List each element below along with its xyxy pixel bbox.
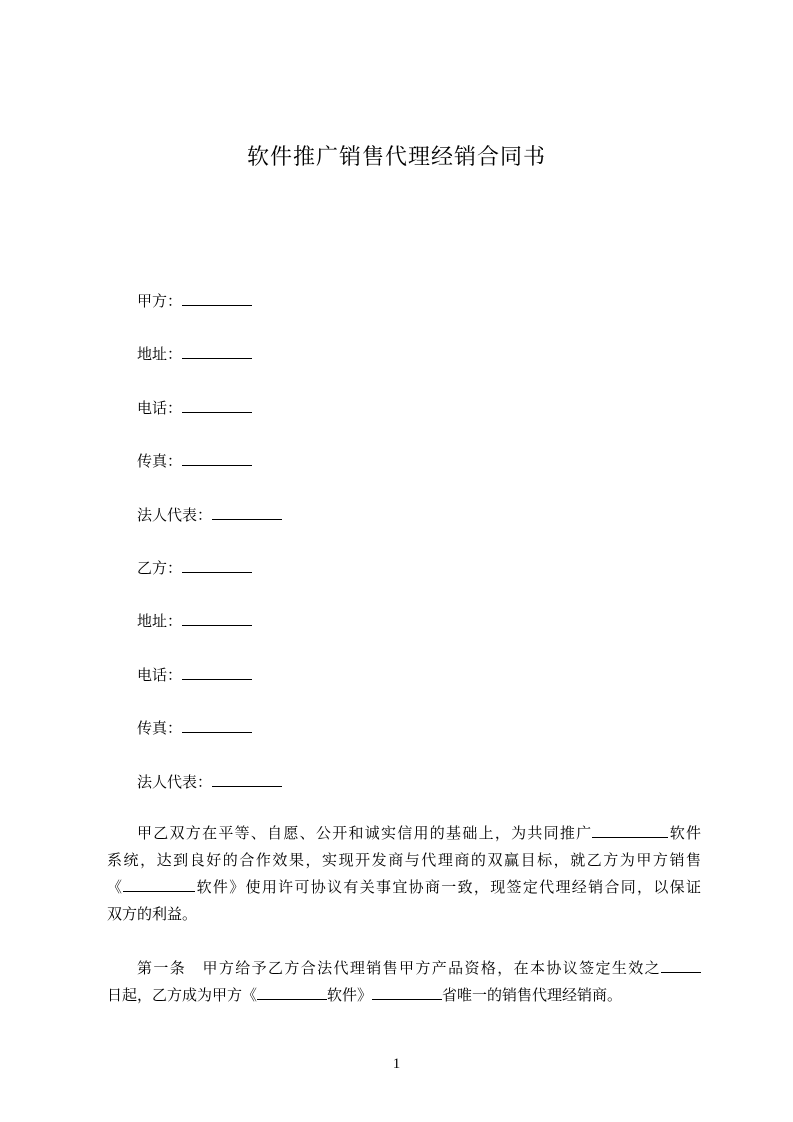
party-a-phone-field — [137, 398, 252, 418]
fill-in-blank — [182, 398, 252, 413]
field-label: 地址： — [137, 612, 183, 630]
field-label: 传真： — [137, 719, 183, 737]
paragraph-line: 系统，达到良好的合作效果，实现开发商与代理商的双赢目标，就乙方为甲方销售 — [107, 851, 701, 869]
field-label: 电话： — [137, 666, 183, 684]
page-number: 1 — [392, 1056, 401, 1072]
paragraph-line: 第一条 甲方给予乙方合法代理销售甲方产品资格，在本协议签定生效之 — [107, 955, 701, 982]
fill-in-blank — [182, 451, 252, 466]
article-1-paragraph — [107, 955, 701, 1009]
paragraph-line: 《 软件》使用许可协议有关事宜协商一致，现签定代理经销合同，以保证 — [107, 878, 701, 896]
field-label: 地址： — [137, 345, 183, 363]
party-a-fax-field — [137, 451, 252, 471]
party-a-name-field — [137, 291, 252, 311]
fill-in-blank — [661, 958, 701, 973]
fill-in-blank — [182, 344, 252, 359]
paragraph-line: 甲乙双方在平等、自愿、公开和诚实信用的基础上，为共同推广 软件 — [137, 824, 701, 842]
paragraph-line: 双方的利益。 — [107, 905, 198, 923]
paragraph-line: 日起，乙方成为甲方《 软件》 省唯一的销售代理经销商。 — [107, 986, 623, 1004]
fill-in-blank — [592, 823, 668, 838]
party-b-fax-field — [137, 718, 252, 738]
fill-in-blank — [372, 985, 442, 1000]
party-b-phone-field — [137, 665, 252, 685]
fill-in-blank — [212, 772, 282, 787]
fill-in-blank — [257, 985, 327, 1000]
field-label: 法人代表： — [137, 506, 213, 524]
fill-in-blank — [182, 611, 252, 626]
party-a-address-field — [137, 344, 252, 364]
intro-paragraph — [107, 820, 701, 928]
fill-in-blank — [182, 665, 252, 680]
fill-in-blank — [182, 291, 252, 306]
party-b-name-field — [137, 558, 252, 578]
fill-in-blank — [123, 877, 195, 892]
fill-in-blank — [182, 718, 252, 733]
fill-in-blank — [182, 558, 252, 573]
party-b-address-field — [137, 611, 252, 631]
party-b-legal-rep-field — [137, 772, 282, 792]
field-label: 法人代表： — [137, 773, 213, 791]
field-label: 甲方： — [137, 292, 183, 310]
fill-in-blank — [212, 505, 282, 520]
field-label: 传真： — [137, 452, 183, 470]
field-label: 乙方： — [137, 559, 183, 577]
party-a-legal-rep-field — [137, 505, 282, 525]
document-title: 软件推广销售代理经销合同书 — [246, 145, 546, 170]
field-label: 电话： — [137, 399, 183, 417]
